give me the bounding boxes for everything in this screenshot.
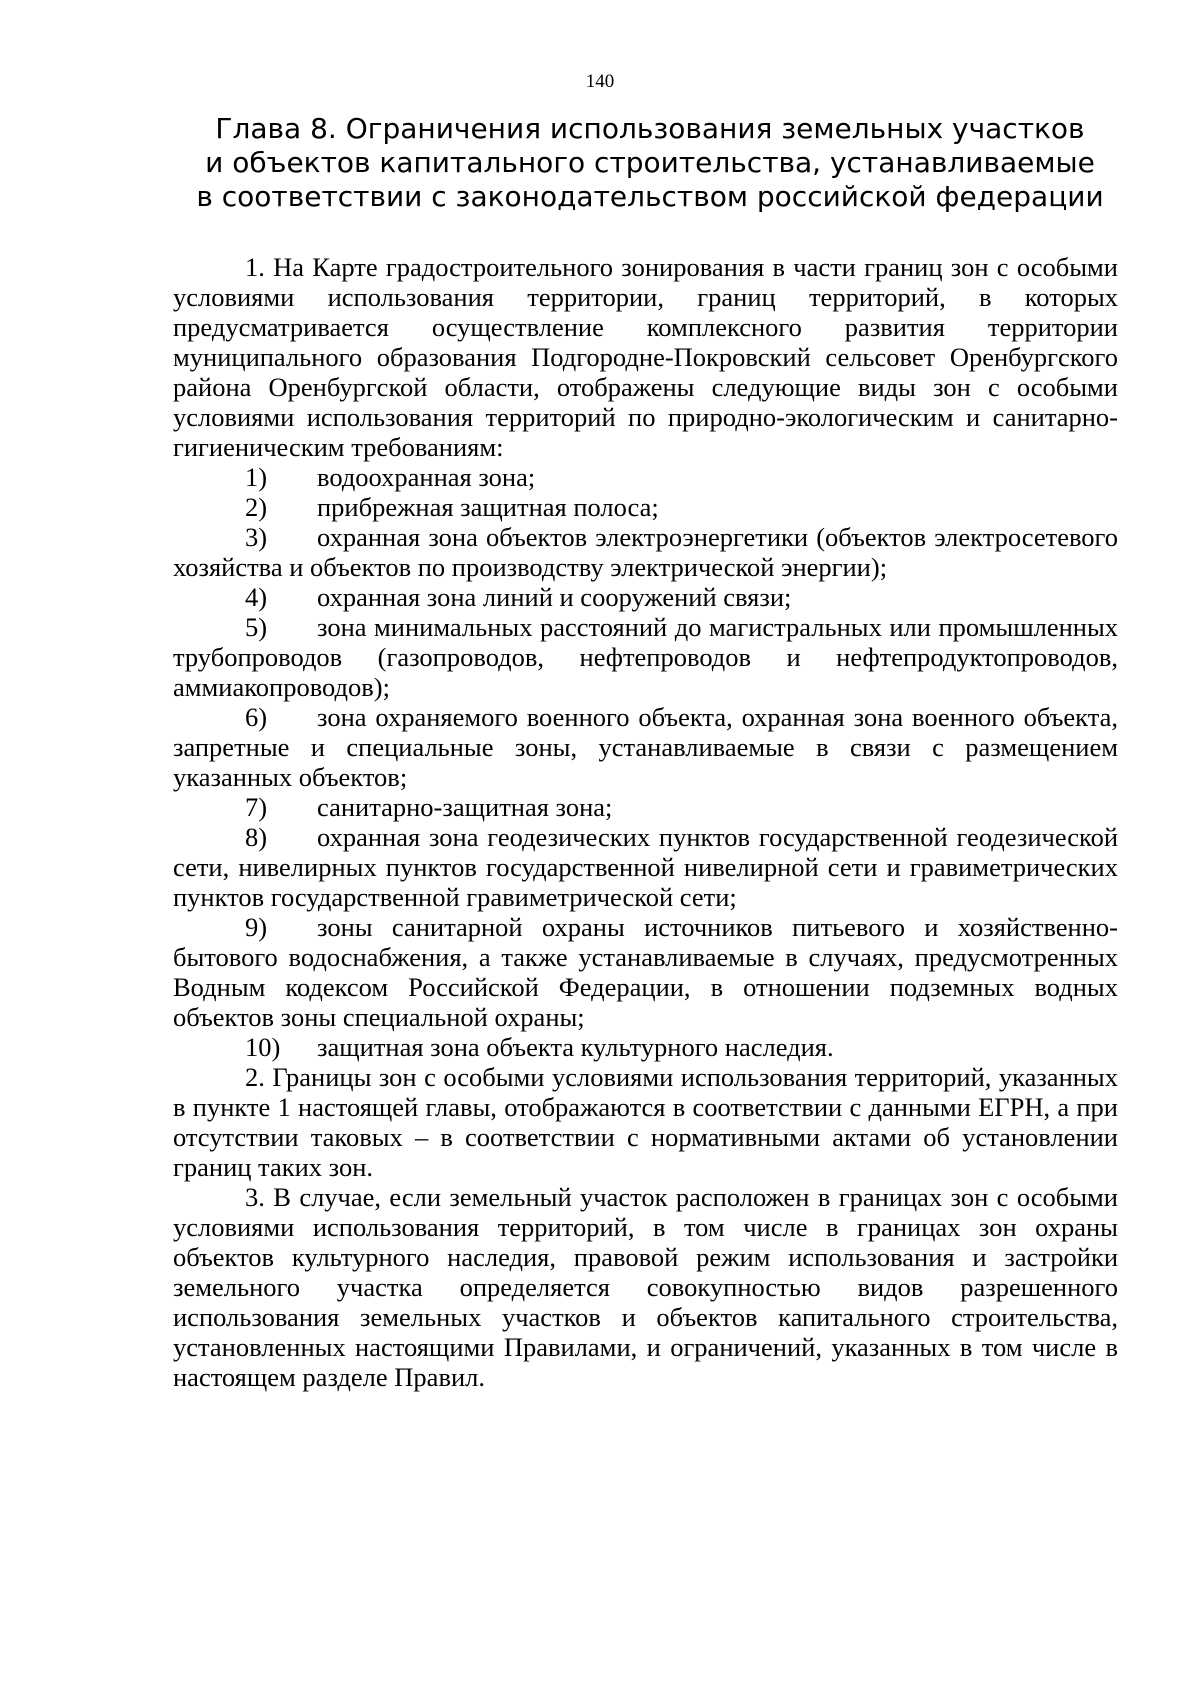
paragraph-1: 1. На Карте градостроительного зонирования в части границ зон с особыми условиями использования территории, границ территорий, в которых предусматривается осуществление комплексного развития территории муниципального образования Подгородне-Покровский сельсовет Оренбургского района Оренбургской области, отображены следующие виды зон с особыми условиями использования территорий по природно-экологическим и санитарно-гигиеническим требованиям: <box>173 252 1118 462</box>
list-item-number: 5) <box>245 612 268 642</box>
list-item <box>173 1032 1118 1062</box>
list-item-number: 3) <box>245 522 268 552</box>
paragraph-2: 2. Границы зон с особыми условиями использования территорий, указанных в пункте 1 настоящей главы, отображаются в соответствии с данными ЕГРН, а при отсутствии таковых – в соответствии с нормативными актами об установлении границ таких зон. <box>173 1062 1118 1182</box>
list-item-text: зона охраняемого военного объекта, охранная зона военного объекта, запретные и специальные зоны, устанавливаемые в связи с размещением указанных объектов; <box>173 702 1118 792</box>
list-item <box>173 822 1118 912</box>
chapter-title-line-3: в соответствии с законодательством российской федерации <box>196 180 1104 213</box>
list-item <box>173 702 1118 792</box>
zone-list <box>173 462 1118 1062</box>
list-item <box>173 492 1118 522</box>
list-item-number: 4) <box>245 582 268 612</box>
list-item-text: санитарно-защитная зона; <box>317 792 613 822</box>
list-item-text: охранная зона объектов электроэнергетики (объектов электросетевого хозяйства и объектов по производству электрической энергии); <box>173 522 1118 582</box>
list-item <box>173 522 1118 582</box>
list-item <box>173 582 1118 612</box>
list-item <box>173 912 1118 1032</box>
document-body <box>173 252 1118 1392</box>
chapter-title-line-1: Глава 8. Ограничения использования земельных участков <box>215 112 1085 145</box>
list-item <box>173 462 1118 492</box>
list-item <box>173 792 1118 822</box>
chapter-title <box>170 112 1130 214</box>
chapter-title-line-2: и объектов капитального строительства, устанавливаемые <box>205 146 1095 179</box>
list-item <box>173 612 1118 702</box>
list-item-number: 10) <box>245 1032 281 1062</box>
list-item-text: охранная зона геодезических пунктов государственной геодезической сети, нивелирных пунктов государственной нивелирной сети и гравиметрических пунктов государственной гравиметрической сети; <box>173 822 1118 912</box>
list-item-number: 8) <box>245 822 268 852</box>
list-item-text: водоохранная зона; <box>317 462 536 492</box>
list-item-text: зона минимальных расстояний до магистральных или промышленных трубопроводов (газопроводов, нефтепроводов и нефтепродуктопроводов, аммиакопроводов); <box>173 612 1118 702</box>
list-item-text: охранная зона линий и сооружений связи; <box>317 582 792 612</box>
paragraph-3: 3. В случае, если земельный участок расположен в границах зон с особыми условиями использования территорий, в том числе в границах зон охраны объектов культурного наследия, правовой режим использования и застройки земельного участка определяется совокупностью видов разрешенного использования земельных участков и объектов капитального строительства, установленных настоящими Правилами, и ограничений, указанных в том числе в настоящем разделе Правил. <box>173 1182 1118 1392</box>
list-item-text: зоны санитарной охраны источников питьевого и хозяйственно-бытового водоснабжения, а также устанавливаемые в случаях, предусмотренных Водным кодексом Российской Федерации, в отношении подземных водных объектов зоны специальной охраны; <box>173 912 1118 1032</box>
page-number: 140 <box>585 71 615 92</box>
list-item-number: 7) <box>245 792 268 822</box>
list-item-number: 2) <box>245 492 268 522</box>
list-item-number: 6) <box>245 702 268 732</box>
list-item-number: 1) <box>245 462 268 492</box>
list-item-text: защитная зона объекта культурного наследия. <box>317 1032 834 1062</box>
list-item-text: прибрежная защитная полоса; <box>317 492 659 522</box>
list-item-number: 9) <box>245 912 268 942</box>
